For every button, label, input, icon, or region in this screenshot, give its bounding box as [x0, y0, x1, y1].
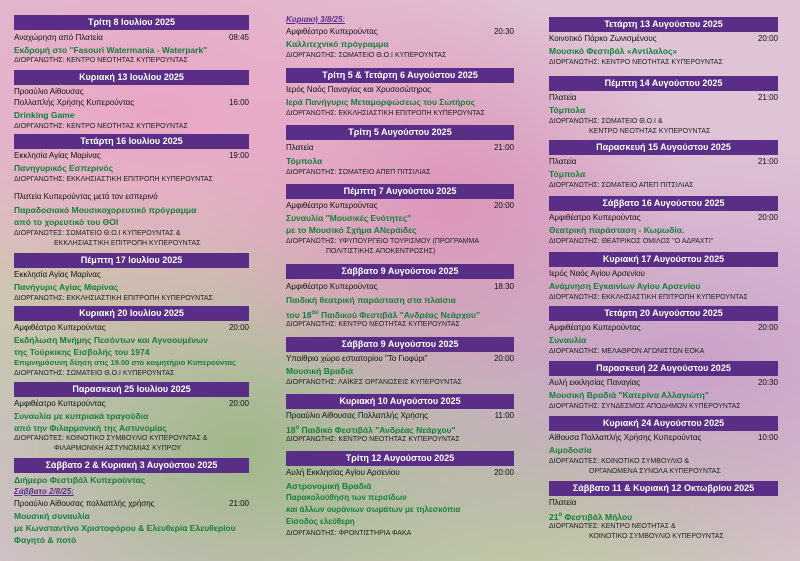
event-time: 10:00: [757, 433, 778, 442]
event-date-header: Τετάρτη 16 Ιουλίου 2025: [14, 134, 249, 149]
event-date-header: Τετάρτη 13 Αυγούστου 2025: [549, 17, 778, 32]
event-date-header: Τετάρτη 20 Αυγούστου 2025: [549, 306, 778, 321]
event-place: Εκκλησία Αγίας Μαρίνας: [14, 151, 101, 160]
event-title: Ανάμνηση Εγκαινίων Αγίου Αρσενίου: [549, 281, 701, 291]
event-place-row: [286, 410, 514, 422]
event-title: Θεατρική παράσταση - Κωμωδία.: [549, 225, 685, 235]
event-place: Πλατεία: [549, 157, 577, 166]
event-note: Επιμνημόσυνη δέηση στις 19.00 στο κοιμητήριο Κυπερούντας: [14, 358, 236, 367]
event-title: Drinking Game: [14, 110, 75, 120]
event-organizer: ΔΙΟΡΓΑΝΩΤΗΣ: ΜΕΛΑΘΡΟΝ ΑΓΩΝΙΣΤΩΝ ΕΟΚΑ: [549, 348, 705, 355]
event-place-row: [14, 398, 249, 410]
event-title: Εκδρομή στο "Fasouri Watermania - Waterpark": [14, 45, 208, 55]
event-place: Υπαίθριο χώρο εστιατορίου "Το Γιοφύρι": [286, 354, 428, 363]
event-organizer: ΔΙΟΡΓΑΝΩΤΗΣ: ΕΚΚΛΗΣΙΑΣΤΙΚΗ ΕΠΙΤΡΟΠΗ ΚΥΠΕΡΟΥΝΤΑΣ: [14, 176, 213, 183]
event-title: Διήμερο Φεστιβάλ Κυπερούντας: [14, 475, 146, 485]
event-place-row: [286, 467, 514, 479]
event-time: 20:00: [757, 323, 778, 332]
event-title: [549, 509, 778, 521]
event-date-header: Παρασκευή 25 Ιουλίου 2025: [14, 382, 249, 397]
event-title-sup: ου: [311, 310, 319, 316]
event-place: Πλατεία: [549, 498, 577, 507]
event-organizer: ΕΚΚΛΗΣΙΑΣΤΙΚΗ ΕΠΙΤΡΟΠΗ ΚΥΠΕΡΟΥΝΤΑΣ: [54, 240, 201, 247]
event-place: Αμφιθέατρο Κυπερούντας: [14, 323, 106, 332]
event-title: Μουσική Βραδιά: [286, 366, 354, 376]
event-place-row: [14, 498, 249, 510]
event-place-row: [549, 432, 778, 444]
event-time: 20:00: [228, 399, 249, 408]
event-title: Συναυλία: [549, 335, 587, 345]
event-title: Μουσική Βραδιά "Κατερίνα Αλλαγιώτη": [549, 390, 709, 400]
event-time: 11:00: [494, 411, 514, 420]
event-title: με το Μουσικό Σχήμα ΑΝεράιδες: [286, 225, 417, 235]
event-time: 21:00: [228, 499, 249, 508]
event-organizer: ΦΙΛΑΡΜΟΝΙΚΗ ΑΣΤΥΝΟΜΙΑΣ ΚΥΠΡΟΥ: [54, 445, 182, 452]
event-title-sup: ο: [558, 512, 563, 518]
event-title: Αιμοδοσία: [549, 445, 592, 455]
event-date-header: Τρίτη 5 & Τετάρτη 6 Αυγούστου 2025: [286, 68, 514, 83]
event-date-header: Σάββατο 9 Αυγούστου 2025: [286, 337, 514, 352]
event-title: Πανήγυρις Αγίας Μαρίνας: [14, 282, 119, 292]
event-title: της Τούρκικης Εισβολής του 1974: [14, 347, 150, 357]
event-title: Αστρονομική Βραδιά: [286, 481, 372, 491]
event-place: Κοινοτικό Πάρκο Ζωνισμένους: [549, 34, 657, 43]
event-organizer: ΔΙΟΡΓΑΝΩΤΗΣ: ΥΦΥΠΟΥΡΓΕΙΟ ΤΟΥΡΙΣΜΟΥ (ΠΡΟΓΡΑΜΜΑ: [286, 238, 479, 245]
event-time: 21:00: [757, 93, 778, 102]
event-title-sup: ο: [295, 425, 300, 431]
event-title: [286, 422, 514, 434]
event-organizer: ΔΙΟΡΓΑΝΩΤΗΣ: ΣΩΜΑΤΕΙΟ Θ.Ο.Ι ΚΥΠΕΡΟΥΝΤΑΣ: [14, 370, 175, 377]
event-title: Παραδοσιακό Μουσικοχορευτικό πρόγραμμα: [14, 205, 197, 215]
event-title: Παρακολούθηση των περσίδων: [286, 493, 407, 502]
event-date-header: Σάββατο 11 & Κυριακή 12 Οκτωβρίου 2025: [549, 481, 778, 496]
event-organizer: ΟΡΓΑΝΩΜΕΝΑ ΣΥΝΟΛΑ ΚΥΠΕΡΟΥΝΤΑΣ: [589, 468, 721, 475]
event-time: 21:00: [757, 157, 778, 166]
event-organizer: ΔΙΟΡΓΑΝΩΤΕΣ: ΣΩΜΑΤΕΙΟ Θ.Ο.Ι ΚΥΠΕΡΟΥΝΤΑΣ &: [14, 230, 181, 237]
event-place-row: [14, 322, 249, 334]
event-place-row: [286, 200, 514, 212]
event-date-header: Τρίτη 8 Ιουλίου 2025: [14, 15, 249, 30]
event-date-header: Κυριακή 24 Αυγούστου 2025: [549, 416, 778, 431]
event-time: 21:00: [493, 143, 514, 152]
event-place: Αυλή εκκλησίας Παναγίας: [549, 378, 641, 387]
event-title: Μουσική συναυλία: [14, 511, 90, 521]
event-organizer: ΔΙΟΡΓΑΝΩΤΗΣ: ΣΥΝΔΕΣΜΟΣ ΑΠΟΔΗΜΩΝ ΚΥΠΕΡΟΥΝΤΑΣ: [549, 403, 741, 410]
event-title-part: Παιδικό Φεστιβάλ "Ανδρέας Νεάρχου": [299, 424, 456, 434]
event-organizer: ΔΙΟΡΓΑΝΩΤΕΣ: ΚΟΙΝΟΤΙΚΟ ΣΥΜΒΟΥΛΙΟ &: [549, 458, 690, 465]
event-date-header: Κυριακή 13 Ιουλίου 2025: [14, 70, 249, 85]
event-organizer: ΔΙΟΡΓΑΝΩΤΕΣ: ΚΕΝΤΡΟ ΝΕΟΤΗΤΑΣ &: [549, 523, 676, 530]
event-place: Αμφιθέατρο Κυπερούντας: [14, 399, 106, 408]
event-title-part: Φεστιβάλ Μήλου: [562, 511, 633, 521]
event-time: 20:00: [493, 354, 514, 363]
event-date-header: Τρίτη 12 Αυγούστου 2025: [286, 451, 514, 466]
event-title-part: Παιδικού Φεστιβάλ "Ανδρέας Νεάρχου": [318, 309, 480, 319]
event-place: Αίθουσα Πολλαπλής Χρήσης Κυπερούντας: [549, 433, 702, 442]
event-place: Αμφιθέατρο Κυπερούντας: [286, 27, 378, 36]
event-title: Εκδήλωση Μνήμης Πεσόντων και Αγνοουμένων: [14, 335, 208, 345]
event-date-header: Πέμπτη 17 Ιουλίου 2025: [14, 253, 249, 268]
event-organizer: ΚΟΙΝΟΤΙΚΟ ΣΥΜΒΟΥΛΙΟ ΚΥΠΕΡΟΥΝΤΑΣ: [589, 533, 724, 540]
event-time: 20:30: [493, 27, 514, 36]
event-place: Πλατεία: [549, 93, 577, 102]
event-place: Ιερός Ναός Αγίου Αρσενίου: [549, 269, 645, 278]
event-time: 18:30: [493, 282, 514, 291]
event-organizer: ΔΙΟΡΓΑΝΩΤΗΣ: ΣΩΜΑΤΕΙΟ Θ.Ο.Ι ΚΥΠΕΡΟΥΝΤΑΣ: [286, 52, 447, 59]
event-date-header: Κυριακή 20 Ιουλίου 2025: [14, 306, 249, 321]
event-title: και άλλων ουράνιων σωμάτων με τηλεσκόπια: [286, 505, 461, 514]
event-organizer: ΔΙΟΡΓΑΝΩΤΗΣ: ΣΩΜΑΤΕΙΟ ΑΠΕΠ ΠΙΤΣΙΛΙΑΣ: [286, 169, 431, 176]
event-title: Πανηγυρικός Εσπερινός: [14, 163, 113, 173]
event-title: Τόμπολα: [549, 169, 586, 179]
event-title: Τόμπολα: [549, 105, 586, 115]
event-place: Πλατεία Κυπερούντας μετά τον εσπερινό: [14, 192, 158, 201]
event-place: Αναχώρηση από Πλατεία: [14, 33, 103, 42]
event-place: Αμφιθέατρο Κυπερούντας: [549, 323, 641, 332]
event-place: Προαύλιο Αίθουσας Πολλαπλής Χρήσης: [286, 411, 429, 420]
event-place-row: [286, 26, 514, 38]
event-title-part: του 18: [286, 309, 312, 319]
event-time: 20:00: [228, 323, 249, 332]
event-place-row: [549, 33, 778, 45]
event-place-row: [14, 97, 249, 109]
event-title: με Κωνσταντίνο Χριστοφόρου & Ελευθερία Ελευθερίου: [14, 523, 236, 533]
event-place: Αμφιθέατρο Κυπερούντας: [286, 282, 378, 291]
event-time: 20:00: [757, 34, 778, 43]
event-place: Προαύλιο Αίθουσας: [14, 87, 84, 96]
event-organizer: ΔΙΟΡΓΑΝΩΤΗΣ: ΚΕΝΤΡΟ ΝΕΟΤΗΤΑΣ ΚΥΠΕΡΟΥΝΤΑΣ: [286, 321, 460, 328]
event-organizer: ΔΙΟΡΓΑΝΩΤΗΣ: ΘΕΑΤΡΙΚΟΣ ΟΜΙΛΟΣ "Ο ΑΔΡΑΧΤΙ": [549, 238, 714, 245]
event-title: Μουσικό Φεστιβάλ «Αντίλαλος»: [549, 46, 678, 56]
event-title: από την Φιλαρμονική της Αστυνομίας: [14, 423, 167, 433]
event-time: 20:00: [493, 468, 514, 477]
event-time: 16:00: [228, 98, 249, 107]
event-place-row: [549, 212, 778, 224]
event-date-header: Τρίτη 5 Αυγούστου 2025: [286, 125, 514, 140]
event-place: Αυλή Εκκλησίας Αγίου Αρσενίου: [286, 468, 400, 477]
event-title: [286, 307, 514, 319]
event-organizer: ΔΙΟΡΓΑΝΩΤΕΣ: ΚΟΙΝΟΤΙΚΟ ΣΥΜΒΟΥΛΙΟ ΚΥΠΕΡΟΥΝΤΑΣ &: [14, 435, 208, 442]
event-place: Ιερός Ναός Παναγίας και Χρυσοσώτηρος: [286, 85, 432, 94]
event-date-header: Πέμπτη 7 Αυγούστου 2025: [286, 184, 514, 199]
event-organizer: ΠΟΛΙΤΙΣΤΙΚΗΣ ΑΠΟΚΕΝΤΡΩΣΗΣ): [326, 248, 436, 255]
event-organizer: ΔΙΟΡΓΑΝΩΤΗΣ: ΕΚΚΛΗΣΙΑΣΤΙΚΗ ΕΠΙΤΡΟΠΗ ΚΥΠΕΡΟΥΝΤΑΣ: [286, 110, 485, 117]
event-place-row: [549, 322, 778, 334]
event-date-header: Παρασκευή 15 Αυγούστου 2025: [549, 140, 778, 155]
event-place: Αμφιθέατρο Κυπερούντας: [549, 213, 641, 222]
event-title: από το χορευτικό του ΘΟΙ: [14, 217, 119, 227]
event-subdate: Κυριακή 3/8/25:: [286, 15, 346, 24]
event-place: Πλατεία: [286, 143, 314, 152]
event-place-row: [286, 281, 514, 293]
event-place-row: [14, 150, 249, 162]
event-time: 20:00: [757, 213, 778, 222]
event-organizer: ΔΙΟΡΓΑΝΩΤΗΣ: ΕΚΚΛΗΣΙΑΣΤΙΚΗ ΕΠΙΤΡΟΠΗ ΚΥΠΕΡΟΥΝΤΑΣ: [14, 295, 213, 302]
event-date-header: Σάββατο 16 Αυγούστου 2025: [549, 196, 778, 211]
event-place: Αμφιθέατρο Κυπερούντας: [286, 201, 378, 210]
event-title: Τόμπολα: [286, 156, 323, 166]
event-title: Φαγητό & ποτό: [14, 535, 77, 545]
event-place-row: [549, 377, 778, 389]
event-title: Συναυλία "Μουσικές Ενότητες": [286, 213, 412, 223]
event-time: 20:00: [493, 201, 514, 210]
event-organizer: ΔΙΟΡΓΑΝΩΤΗΣ: ΚΕΝΤΡΟ ΝΕΟΤΗΤΑΣ ΚΥΠΕΡΟΥΝΤΑΣ: [14, 123, 188, 130]
event-title: Καλλιτεχνικό πρόγραμμα: [286, 39, 389, 49]
event-time: 19:00: [228, 151, 249, 160]
event-place-row: [286, 142, 514, 154]
event-organizer: ΔΙΟΡΓΑΝΩΤΗΣ: ΚΕΝΤΡΟ ΝΕΟΤΗΤΑΣ ΚΥΠΕΡΟΥΝΤΑΣ: [286, 436, 460, 443]
event-organizer: ΚΕΝΤΡΟ ΝΕΟΤΗΤΑΣ ΚΥΠΕΡΟΥΝΤΑΣ: [589, 128, 711, 135]
event-date-header: Σάββατο 9 Αυγούστου 2025: [286, 264, 514, 279]
event-place: Προαύλιο Αίθουσας πολλαπλής χρήσης: [14, 499, 155, 508]
event-title-part: 21: [549, 511, 559, 521]
event-place-row: [549, 92, 778, 104]
event-organizer: ΔΙΟΡΓΑΝΩΤΗΣ: ΚΕΝΤΡΟ ΝΕΟΤΗΤΑΣ ΚΥΠΕΡΟΥΝΤΑΣ: [14, 57, 188, 64]
event-organizer: ΔΙΟΡΓΑΝΩΤΗΣ: ΦΡΟΝΤΙΣΤΗΡΙΑ ΦΑΚΑ: [286, 530, 412, 537]
event-organizer: ΔΙΟΡΓΑΝΩΤΗΣ: ΕΚΚΛΗΣΙΑΣΤΙΚΗ ΕΠΙΤΡΟΠΗ ΚΥΠΕΡΟΥΝΤΑΣ: [549, 294, 748, 301]
event-title-part: 18: [286, 424, 296, 434]
event-title: Συναυλία με κυπριακά τραγούδια: [14, 411, 149, 421]
event-title: Ιερά Πανήγυρις Μεταμορφώσεως του Σωτήρος: [286, 97, 476, 107]
event-place: Εκκλησία Αγίας Μαρίνας: [14, 270, 101, 279]
event-place-row: [286, 353, 514, 365]
event-organizer: ΔΙΟΡΓΑΝΩΤΗΣ: ΚΕΝΤΡΟ ΝΕΟΤΗΤΑΣ ΚΥΠΕΡΟΥΝΤΑΣ: [549, 59, 723, 66]
event-subdate: Σάββατο 2/8/25:: [14, 487, 74, 496]
event-date-header: Παρασκευή 22 Αυγούστου 2025: [549, 361, 778, 376]
event-date-header: Σάββατο 2 & Κυριακή 3 Αυγούστου 2025: [14, 458, 249, 473]
event-date-header: Πέμπτη 14 Αυγούστου 2025: [549, 76, 778, 91]
event-place: Πολλαπλής Χρήσης Κυπερούντας: [14, 98, 135, 107]
event-time: 08:45: [228, 33, 249, 42]
event-date-header: Κυριακή 17 Αυγούστου 2025: [549, 252, 778, 267]
event-organizer: ΔΙΟΡΓΑΝΩΤΗΣ: ΣΩΜΑΤΕΙΟ ΑΠΕΠ ΠΙΤΣΙΛΙΑΣ: [549, 182, 694, 189]
event-time: 20:30: [757, 378, 778, 387]
event-place-row: [14, 32, 249, 44]
event-place-row: [549, 156, 778, 168]
event-date-header: Κυριακή 10 Αυγούστου 2025: [286, 394, 514, 409]
event-title: Παιδική θεατρική παράσταση στα πλαίσια: [286, 295, 456, 305]
event-organizer: ΔΙΟΡΓΑΝΩΤΗΣ: ΣΩΜΑΤΕΙΟ Θ.Ο.Ι &: [549, 118, 663, 125]
event-organizer: ΔΙΟΡΓΑΝΩΤΗΣ: ΛΑΪΚΕΣ ΟΡΓΑΝΩΣΕΙΣ ΚΥΠΕΡΟΥΝΤΑΣ: [286, 379, 462, 386]
event-title: Είσοδος ελεύθερη: [286, 517, 355, 526]
